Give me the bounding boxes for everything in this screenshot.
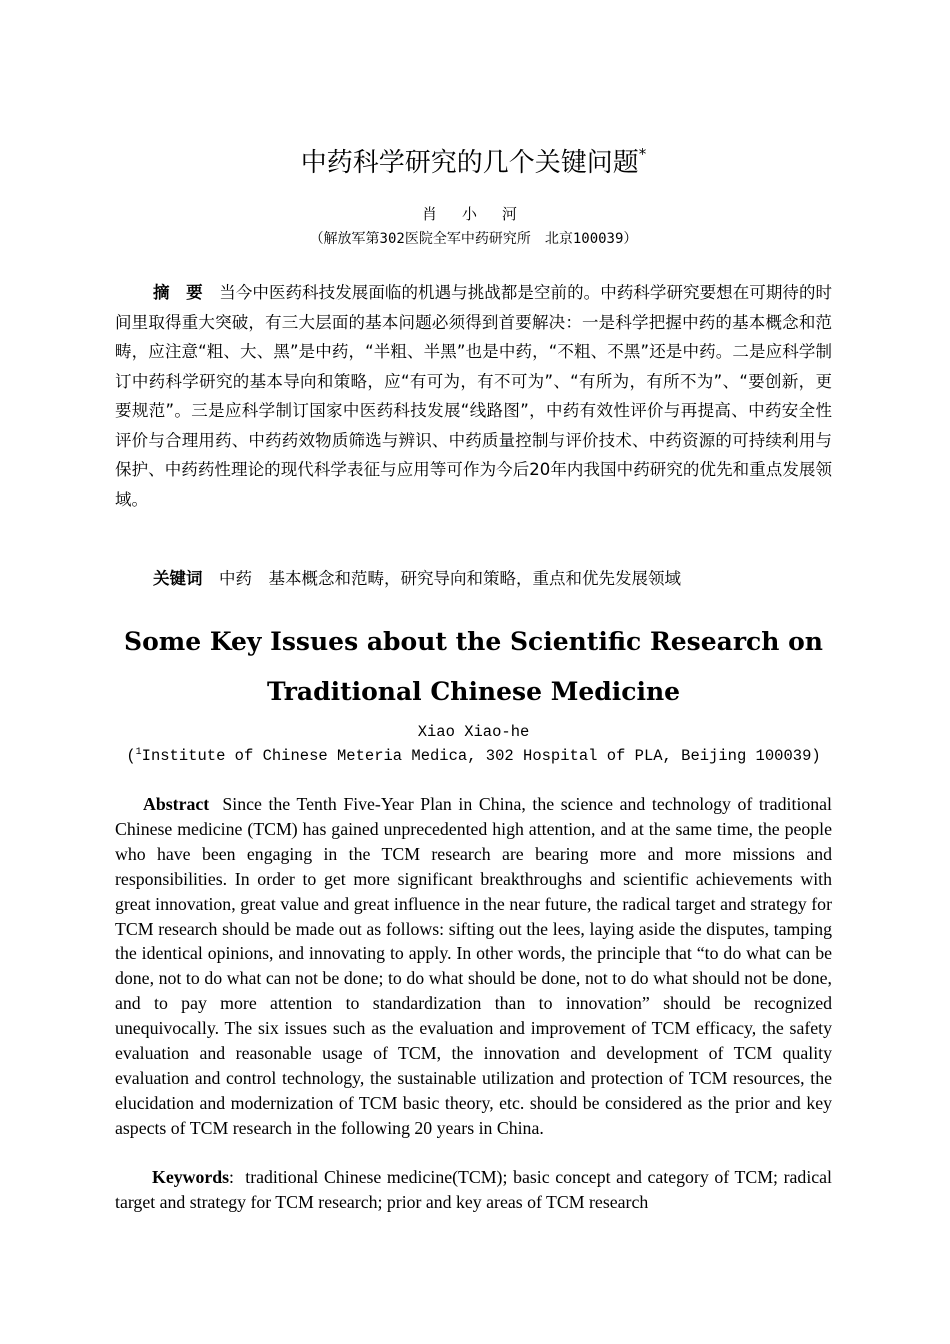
affiliation-superscript: 1 [135,747,142,758]
chinese-title [115,143,832,183]
english-abstract-text: Since the Tenth Five-Year Plan in China, the science and technology of traditional Chinese medicine (TCM) has gained unprecedented high attention, and at the same time, the people who have been engaging in the TCM research are bearing more and more missions and responsibilities. In order to get more significant breakthroughs and scientific achievements with great innovation, great value and great influence in the near future, the radical target and strategy for TCM research should be made out as follows: sifting out the lees, laying aside the disputes, tamping the identical opinions, and innovating to apply. In other words, the principle that “to do what can be done, not to do what can not be done; to do what should be done, not to do what should not be done, and to pay more attention to standardization than to innovation” should be recognized unequivocally. The six issues such as the evaluation and improvement of TCM efficacy, the safety evaluation and reasonable usage of TCM, the innovation and development of TCM quality evaluation and control technology, the sustainable utilization and protection of TCM resources, the elucidation and modernization of TCM basic theory, etc. should be considered as the prior and key aspects of TCM research in the following 20 years in China. [115,794,832,1138]
english-abstract [115,792,832,1141]
chinese-author: 肖 小 河 [421,205,526,223]
english-author: Xiao Xiao-he [417,723,530,741]
chinese-abstract-label: 摘 要 [153,283,203,302]
english-keywords: Keywords: traditional Chinese medicine(TCM); basic concept and category of TCM; radical target and strategy for TCM research; prior and key areas of TCM research [115,1167,832,1212]
affiliation-text: Institute of Chinese Meteria Medica, 302 Hospital of PLA, Beijing 100039) [141,747,821,765]
chinese-keywords-text: 中药 基本概念和范畴，研究导向和策略，重点和优先发展领域 [219,569,681,588]
english-affiliation [111,745,836,767]
chinese-keywords-label: 关键词 [153,569,203,588]
english-keywords-text: traditional Chinese medicine(TCM); basic concept and category of TCM; radical target and strategy for TCM research; prior and key areas of TCM research [115,1167,832,1212]
english-keywords-label: Keywords [152,1167,230,1187]
english-title: Some Key Issues about the Scientific Research on Traditional Chinese Medicine [124,627,823,706]
english-abstract-label: Abstract [143,794,210,814]
title-footnote-mark: * [638,145,647,163]
affiliation-open-paren: ( [126,747,136,765]
chinese-title-text: 中药科学研究的几个关键问题 [300,148,639,178]
chinese-affiliation: （解放军第302医院全军中药研究所 北京100039） [309,231,638,247]
chinese-keywords [153,564,832,594]
chinese-abstract [115,278,832,514]
chinese-abstract-text: 当今中医药科技发展面临的机遇与挑战都是空前的。中药科学研究要想在可期待的时间里取得重大突破，有三大层面的基本问题必须得到首要解决：一是科学把握中药的基本概念和范畴，应注意“粗、大、黑”是中药，“半粗、半黑”也是中药，“不粗、不黑”还是中药。二是应科学制订中药科学研究的基本导向和策略，应“有可为，有不可为”、“有所为，有所不为”、“要创新，更要规范”。三是应科学制订国家中医药科技发展“线路图”，中药有效性评价与再提高、中药安全性评价与合理用药、中药药效物质筛选与辨识、中药质量控制与评价技术、中药资源的可持续利用与保护、中药药性理论的现代科学表征与应用等可作为今后20年内我国中药研究的优先和重点发展领域。 [115,283,832,509]
